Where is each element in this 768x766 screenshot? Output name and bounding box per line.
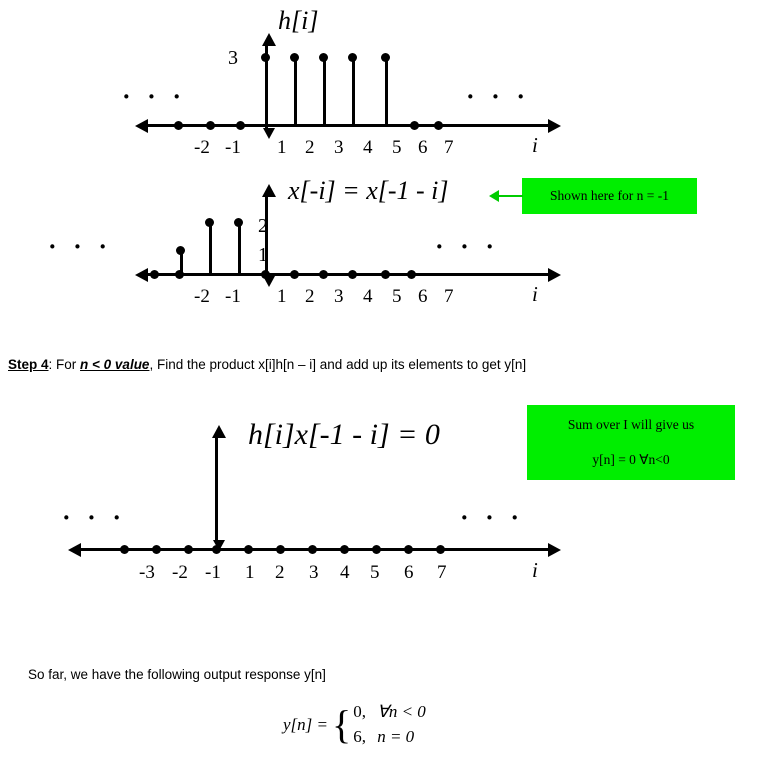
x-reflected-plot-tick-label: 5 [392, 286, 402, 307]
product-plot-tick-label: -3 [139, 562, 155, 583]
product-plot-xaxis-arrow-right [548, 543, 561, 557]
product-plot-sample-dot [372, 545, 381, 554]
x-reflected-plot-baseline-dot [290, 270, 299, 279]
product-plot-tick-label: -2 [172, 562, 188, 583]
h-plot-title: h[i] [278, 6, 319, 35]
shown-here-callout [522, 178, 697, 214]
step4-emphasis: n < 0 value [80, 357, 150, 372]
x-reflected-plot-tick-label: -2 [194, 286, 210, 307]
x-reflected-plot-left-ellipsis: · · · [48, 232, 113, 261]
h-plot-stem [323, 57, 326, 125]
h-plot-stem [265, 57, 268, 125]
x-reflected-plot-value-label-2: 2 [258, 215, 268, 237]
x-reflected-plot-right-ellipsis: · · · [435, 232, 500, 261]
x-reflected-plot-value-label-1: 1 [258, 244, 268, 266]
h-plot-baseline-dot [236, 121, 245, 130]
formula-case-row [353, 700, 426, 725]
so-far-note: So far, we have the following output response y[n] [28, 667, 326, 682]
step4-rest: , Find the product x[i]h[n – i] and add up its elements to get y[n] [149, 357, 527, 372]
formula-case-condition: ∀n < 0 [377, 702, 426, 721]
product-plot-yaxis [215, 437, 218, 542]
sum-callout-line-1: Sum over I will give us [567, 417, 695, 433]
sum-callout [527, 405, 735, 480]
product-plot-tick-label: -1 [205, 562, 221, 583]
product-plot-sample-dot [212, 545, 221, 554]
h-plot-stem-dot [319, 53, 328, 62]
x-reflected-plot-axis-label: i [532, 282, 538, 306]
product-plot-sample-dot [436, 545, 445, 554]
product-plot-tick-label: 3 [309, 562, 319, 583]
sum-callout-line-2: y[n] = 0 ∀n<0 [592, 451, 670, 467]
h-plot-tick-label: 5 [392, 137, 402, 158]
h-plot-tick-label: 6 [418, 137, 428, 158]
product-plot-title: h[i]x[-1 - i] = 0 [248, 418, 440, 451]
product-plot-sample-dot [184, 545, 193, 554]
x-reflected-plot-baseline-dot [348, 270, 357, 279]
formula-lhs: y[n] = [283, 714, 328, 734]
h-plot-baseline-dot [206, 121, 215, 130]
formula-case-value: 0, [353, 702, 366, 721]
x-reflected-plot-stem-dot [234, 218, 243, 227]
formula-case-condition: n = 0 [377, 726, 415, 746]
x-reflected-plot-tick-label: -1 [225, 286, 241, 307]
x-reflected-plot-tick-label: 7 [444, 286, 454, 307]
h-plot-stem-dot [261, 53, 270, 62]
product-plot-tick-label: 5 [370, 562, 380, 583]
step4-text [8, 356, 526, 374]
h-plot-stem [352, 57, 355, 125]
h-plot-tick-label: -1 [225, 137, 241, 158]
product-plot-axis-label: i [532, 558, 538, 582]
shown-here-callout-line: Shown here for n = -1 [550, 187, 669, 203]
h-plot-stem-dot [381, 53, 390, 62]
product-plot-tick-label: 6 [404, 562, 414, 583]
h-plot-tick-label: 2 [305, 137, 315, 158]
h-plot-tick-label: -2 [194, 137, 210, 158]
h-plot-tick-label: 1 [277, 137, 287, 158]
formula-brace: { [332, 702, 352, 748]
x-reflected-plot-xaxis-arrow-right [548, 268, 561, 282]
product-plot-tick-label: 4 [340, 562, 350, 583]
x-reflected-plot-tick-label: 4 [363, 286, 373, 307]
x-reflected-plot-baseline-dot [407, 270, 416, 279]
shown-here-callout-arrow-line [498, 195, 523, 197]
x-reflected-plot-stem [209, 222, 212, 274]
x-reflected-plot-title: x[-i] = x[-1 - i] [288, 176, 449, 205]
h-plot-baseline-dot [434, 121, 443, 130]
product-plot-sample-dot [308, 545, 317, 554]
product-plot-sample-dot [340, 545, 349, 554]
h-plot-value-label-3: 3 [228, 47, 238, 69]
product-plot-tick-label: 2 [275, 562, 285, 583]
x-reflected-plot-stem-dot [176, 246, 185, 255]
h-plot-right-ellipsis: · · · [466, 82, 531, 111]
product-plot-sample-dot [404, 545, 413, 554]
x-reflected-plot-tick-label: 6 [418, 286, 428, 307]
h-plot-left-ellipsis: · · · [122, 82, 187, 111]
x-reflected-plot-stem-dot [205, 218, 214, 227]
h-plot-stem-dot [348, 53, 357, 62]
x-reflected-plot-baseline-dot [150, 270, 159, 279]
product-plot-left-ellipsis: · · · [62, 503, 127, 532]
formula-cases [353, 700, 426, 749]
product-plot-sample-dot [276, 545, 285, 554]
h-plot-xaxis-arrow-right [548, 119, 561, 133]
formula-case-row [353, 725, 426, 750]
x-reflected-plot-tick-label: 2 [305, 286, 315, 307]
h-plot [0, 0, 768, 160]
step4-after-label: : For [48, 357, 81, 372]
h-plot-yaxis-arrow-down [263, 128, 275, 139]
formula-case-value: 6, [353, 726, 366, 746]
x-reflected-plot-stem [238, 222, 241, 274]
h-plot-stem-dot [290, 53, 299, 62]
x-reflected-plot-baseline-dot [261, 270, 270, 279]
x-reflected-plot-tick-label: 3 [334, 286, 344, 307]
h-plot-stem [294, 57, 297, 125]
h-plot-tick-label: 4 [363, 137, 373, 158]
h-plot-axis-label: i [532, 133, 538, 157]
product-plot-sample-dot [120, 545, 129, 554]
h-plot-tick-label: 3 [334, 137, 344, 158]
shown-here-callout-arrow-head [489, 190, 499, 202]
h-plot-baseline-dot [410, 121, 419, 130]
h-plot-tick-label: 7 [444, 137, 454, 158]
product-plot-sample-dot [152, 545, 161, 554]
h-plot-stem [385, 57, 388, 125]
step4-label: Step 4 [8, 357, 49, 372]
output-response-formula [283, 700, 426, 749]
product-plot-tick-label: 7 [437, 562, 447, 583]
x-reflected-plot-baseline-dot [319, 270, 328, 279]
x-reflected-plot-baseline-dot [381, 270, 390, 279]
x-reflected-plot-tick-label: 1 [277, 286, 287, 307]
product-plot-sample-dot [244, 545, 253, 554]
product-plot-right-ellipsis: · · · [460, 503, 525, 532]
product-plot-tick-label: 1 [245, 562, 255, 583]
h-plot-baseline-dot [174, 121, 183, 130]
